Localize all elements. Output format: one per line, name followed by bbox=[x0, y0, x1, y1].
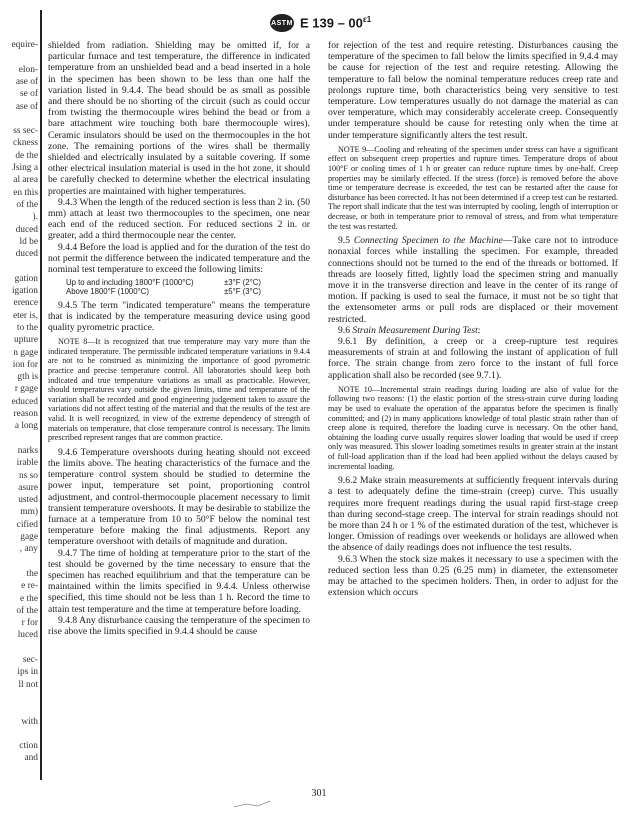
temperature-limits-table bbox=[66, 278, 310, 296]
paragraph-shielding: shielded from radiation. Shielding may be omitted if, for a particular furnace and test temperature, the difference in indicated temperature from an unshielded bead and a bead inserted in a hole in the specimen has been shown to be less than one half the variation listed in 9.4.4. The bead should be as small as possible and there should be no shorting of the circuit (such as could occur from twisting the thermocouple wires behind the bead or from a bare attachment wire touching both bare thermocouple wires). Ceramic insulators should be used on the thermocouples in the hot zone. The remaining portions of the wires shall be thermally shielded and electrically insulated by a suitable covering. If some other electrical insulation material is used in the hot zone, it should be carefully checked to determine whether the electrical insulating properties are maintained with higher temperatures. bbox=[48, 40, 310, 197]
margin-fragment: en this bbox=[13, 187, 38, 198]
margin-fragment: ase of bbox=[15, 101, 38, 112]
margin-rule bbox=[40, 10, 42, 780]
paragraph-9-4-4: 9.4.4 Before the load is applied and for the duration of the test do not permit the difference between the indicated temperature and the nominal test temperature to exceed the following limits: bbox=[48, 241, 310, 276]
margin-fragment: , any bbox=[19, 544, 38, 555]
limits-row bbox=[66, 278, 310, 287]
section-number: 9.6 bbox=[338, 324, 350, 336]
margin-fragment: mm) bbox=[20, 507, 38, 518]
note-10: NOTE 10—Incremental strain readings during loading are also of value for the following two reasons: (1) the elastic portion of the stress-strain curve during loading may be used to evaluate the operation of the apparatus before the specimen is finally committed; and (2) in many applications knowledge of total plastic strain rather than of creep alone is required, therefore the loading curve is necessary. On the other hand, obtaining the loading curve usually requires slower loading that would be used if creep only was measured. This slower loading sometimes results in greater strain at the instant of full-load application than if the load had been applied without the delays caused by incremental loading. bbox=[328, 384, 618, 471]
margin-fragment: educed bbox=[11, 396, 38, 407]
margin-fragment: eter is, bbox=[13, 310, 38, 321]
section-9-6 bbox=[328, 325, 618, 336]
section-number: 9.5 bbox=[338, 235, 350, 247]
margin-fragment: ns so bbox=[18, 470, 38, 481]
margin-fragment: ). bbox=[32, 212, 38, 223]
margin-fragment: and bbox=[24, 753, 38, 764]
margin-fragment: al area bbox=[13, 175, 38, 186]
margin-fragment: sec- bbox=[22, 655, 38, 665]
section-body: —Take care not to introduce nonaxial forces while installing the specimen. For example, threaded connections should not be turned to the end of the threads or bottomed. If threads are loosely fitted, lightly load the specimen string and manually move it in the transverse direction and leave in the center of its range of motion. If packing is used to seal the furnace, it must not be so tight that the extensometer arms or pull rods are displaced or their movement restricted. bbox=[328, 235, 618, 325]
margin-fragment: ckness bbox=[13, 138, 38, 149]
right-column bbox=[328, 40, 618, 598]
designation-text: E 139 – 00 bbox=[300, 15, 363, 31]
margin-fragment: to the bbox=[16, 322, 38, 333]
margin-fragment: ss sec- bbox=[13, 126, 38, 137]
paragraph-9-4-7: 9.4.7 The time of holding at temperature prior to the start of the test should be governed by the time necessary to ensure that the specimen has reached equilibrium and that the temperature can be maintained within the limits specified in 9.4.4. Unless otherwise specified, this time should not be less than 1 h. Record the time to attain test temperature and the time at temperature before loading. bbox=[48, 547, 310, 615]
margin-fragment: r gage bbox=[14, 384, 38, 395]
limits-value: ±5°F (3°C) bbox=[224, 287, 261, 297]
margin-fragment: gage bbox=[20, 532, 38, 542]
margin-fragment: ion for bbox=[12, 359, 38, 370]
margin-fragment: of the bbox=[16, 199, 38, 210]
section-heading: Connecting Specimen to the Machine bbox=[353, 235, 503, 247]
margin-fragment: de the bbox=[15, 150, 38, 161]
margin-fragment: n gage bbox=[13, 347, 38, 358]
paragraph-9-4-3: 9.4.3 When the length of the reduced section is less than 2 in. (50 mm) attach at least two thermocouples to the specimen, one near each end of the reduced section. For reduced sections 2 in. or greater, add a third thermocouple near the center. bbox=[48, 196, 310, 242]
margin-fragment: usted bbox=[18, 495, 38, 506]
paragraph-9-6-3: 9.6.3 When the stock size makes it necessary to use a specimen with the reduced section less than 0.25 (6.25 mm) in diameter, the extensometer may be attached to the specimen holders. Then, in order to adjust for the extension which occurs bbox=[328, 553, 618, 599]
margin-fragment: gation bbox=[14, 273, 38, 284]
section-9-5 bbox=[328, 235, 618, 325]
margin-fragment: ld be bbox=[19, 236, 38, 247]
margin-fragment: with bbox=[21, 716, 38, 727]
margin-fragment: Jsing a bbox=[12, 163, 38, 173]
margin-fragment: r for bbox=[21, 618, 38, 629]
margin-fragment: se of bbox=[20, 89, 38, 100]
pen-mark-icon bbox=[232, 798, 272, 810]
paragraph-9-6-2: 9.6.2 Make strain measurements at sufficiently frequent intervals during a test to adequately define the time-strain (creep) curve. This usually requires more frequent readings during the usual rapid first-stage creep than during second-stage creep. The interval for strain readings should not be more than 24 h or 1 % of the estimated duration of the test, whichever is longer. Omission of readings over weekends or holidays are allowed when the absence of daily readings does not influence the test results. bbox=[328, 475, 618, 554]
margin-fragment: gth is bbox=[17, 372, 38, 383]
limits-value: ±3°F (2°C) bbox=[224, 278, 261, 288]
margin-fragment: cified bbox=[16, 519, 38, 530]
page-number: 301 bbox=[311, 788, 327, 799]
section-heading: Strain Measurement During Test bbox=[352, 324, 478, 336]
margin-fragment: ase of bbox=[15, 76, 38, 87]
paragraph-rejection: for rejection of the test and require retesting. Disturbances causing the temperature of the specimen to fall below the limits specified in 9.4.4 may be cause for rejection of the test and require retesting. Allowing the temperature to fall below the nominal temperature reduces creep rate and prolongs rupture time, both characteristics being very sensitive to test temperature. Low temperatures usually do not damage the material as can over temperature, which may considerably accelerate creep. Consequently under temperature should be cause for retesting only when the time at under temperature significantly alters the test result. bbox=[328, 40, 618, 141]
margin-fragment: e re- bbox=[21, 581, 38, 592]
note-9: NOTE 9—Cooling and reheating of the specimen under stress can have a significant effect on subsequent creep properties and rupture times. Temperature drops of about 100°F or cooling times of 1 h or greater can reduce rupture times by one-half. Creep properties may be similarly effected. If the stress (force) is removed before the above time or temperature decrease is exceeded, the test can be restarted after the cause for disturbance has been corrected. It has not been determined if a creep test can be restarted. The report shall indicate that the test was interrupted by cooling, length of interruption or decrease, or both in temperature prior to removal of stress, and from what temperature the test was restarted. bbox=[328, 144, 618, 231]
margin-fragment: duced bbox=[15, 224, 38, 235]
margin-fragment: luced bbox=[17, 630, 38, 641]
margin-fragment: igation bbox=[11, 286, 38, 296]
margin-fragment: ips in bbox=[17, 667, 38, 678]
margin-fragment: upture bbox=[14, 335, 38, 346]
section-colon: : bbox=[477, 324, 481, 336]
margin-fragment: irable bbox=[16, 458, 38, 469]
document-designation bbox=[300, 15, 371, 30]
paragraph-9-6-1: 9.6.1 By definition, a creep or a creep-rupture test requires measurements of strain at and following the instant of application of full force. The strain change from zero force to the instant of full force application shall also be recorded (see 9.7.1). bbox=[328, 336, 618, 381]
limits-label: Above 1800°F (1000°C) bbox=[66, 287, 149, 297]
margin-fragment: ction bbox=[19, 741, 38, 752]
paragraph-9-4-6: 9.4.6 Temperature overshoots during heating should not exceed the limits above. The heating characteristics of the furnace and the temperature control system should be studied to determine the power input, temperature set point, proportioning control adjustment, and control-thermocouple placement necessary to limit transient temperature overshoots. It may be desirable to stabilize the furnace at a temperature from 10 to 50°F below the nominal test temperature before making the final adjustments. Report any temperature overshoot with details of magnitude and duration. bbox=[48, 446, 310, 548]
left-column bbox=[48, 40, 310, 637]
paragraph-9-4-8: 9.4.8 Any disturbance causing the temperature of the specimen to rise above the limits specified in 9.4.4 should be cause bbox=[48, 614, 310, 638]
margin-fragment: asure bbox=[18, 482, 38, 493]
margin-fragment: equire- bbox=[11, 40, 38, 50]
margin-fragment: of the bbox=[16, 605, 38, 616]
margin-fragment: reason bbox=[13, 409, 38, 419]
limits-label: Up to and including 1800°F (1000°C) bbox=[66, 278, 194, 288]
astm-logo-icon: ASTM bbox=[270, 14, 294, 32]
paragraph-9-4-5: 9.4.5 The term "indicated temperature" means the temperature that is indicated by the temperature measuring device using good quality pyrometric practice. bbox=[48, 299, 310, 334]
margin-fragment: the bbox=[26, 568, 38, 579]
limits-row bbox=[66, 287, 310, 296]
note-8: NOTE 8—It is recognized that true temperature may vary more than the indicated temperature. The permissible indicated temperature variations in 9.4.4 are not to be construed as minimizing the importance of good pyrometric practice and precise temperature control. All laboratories should keep both indicated and true temperature variations as small as practicable. However, should temperatures vary outside the given limits, time and temperature of the variation shall be recorded and good engineering judgement taken to assure the variations did not affect testing of the material and that the results of the test are valid. It is well recognized, in view of the extreme dependency of strength of materials on temperature, that close temperature control is necessary. The limits prescribed represent ranges that are common practice. bbox=[48, 337, 310, 443]
page-header bbox=[270, 12, 371, 34]
margin-fragment: narks bbox=[17, 445, 38, 456]
designation-epsilon: ε1 bbox=[362, 15, 372, 25]
margin-fragment: ll not bbox=[18, 679, 38, 690]
margin-fragment: e the bbox=[20, 593, 38, 604]
margin-fragment: elon- bbox=[18, 64, 38, 75]
margin-fragment: a long bbox=[14, 421, 38, 432]
margin-fragment: duced bbox=[15, 249, 38, 260]
margin-fragment: erence bbox=[13, 298, 38, 309]
